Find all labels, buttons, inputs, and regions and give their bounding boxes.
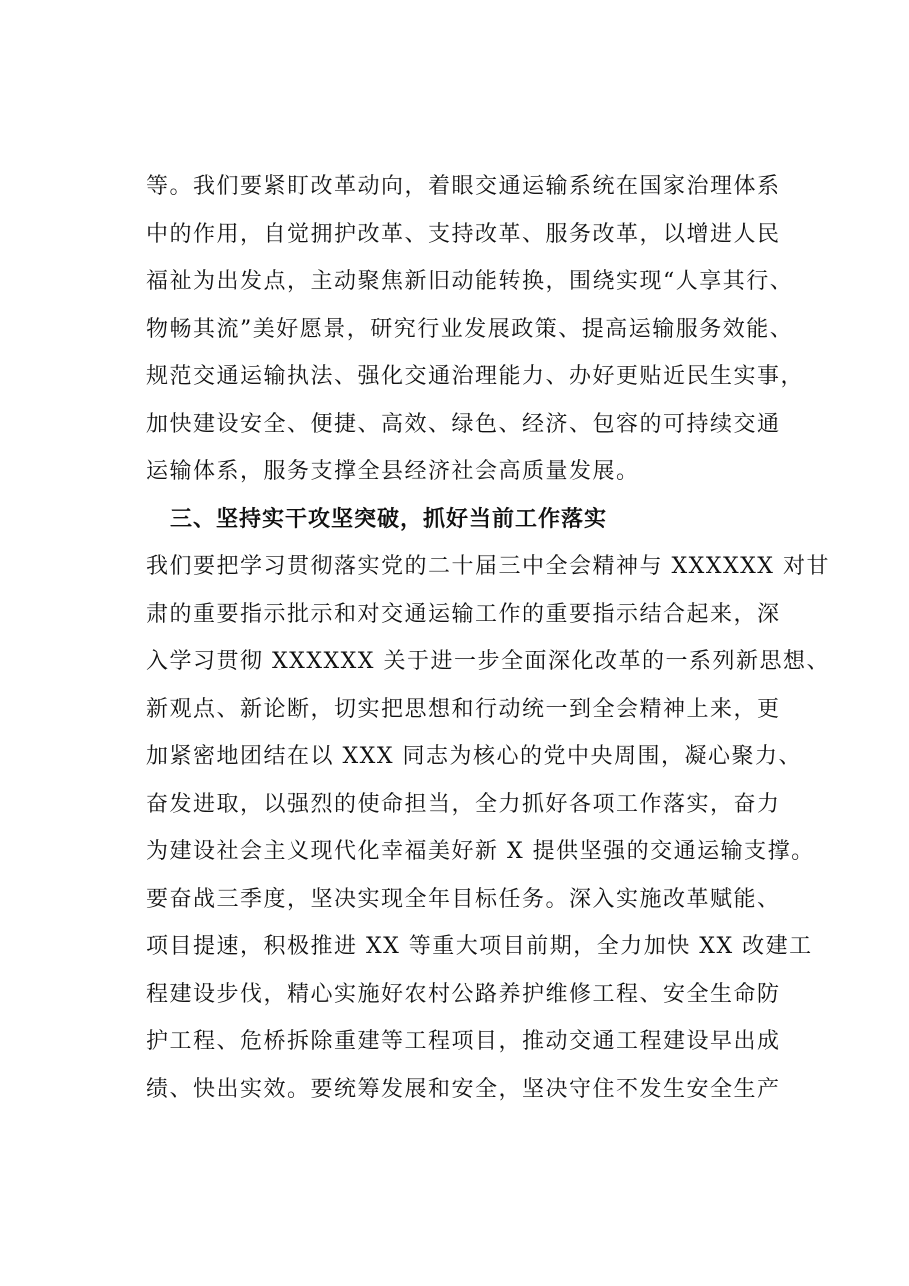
section-heading: 三、坚持实干攻坚突破，抓好当前工作落实 <box>170 507 608 532</box>
paragraph-line: 程建设步伐，精心实施好农村公路养护维修工程、安全生命防 <box>146 982 781 1007</box>
paragraph-line: 规范交通运输执法、强化交通治理能力、办好更贴近民生实事， <box>146 364 805 389</box>
paragraph-line: 等。我们要紧盯改革动向，着眼交通运输系统在国家治理体系 <box>146 174 781 199</box>
paragraph-line: 护工程、危桥拆除重建等工程项目，推动交通工程建设早出成 <box>146 1029 781 1054</box>
paragraph-line: 新观点、新论断，切实把思想和行动统一到全会精神上来，更 <box>146 697 781 722</box>
paragraph-line: 入学习贯彻 XXXXXX 关于进一步全面深化改革的一系列新思想、 <box>146 649 830 674</box>
paragraph-line: 项目提速，积极推进 XX 等重大项目前期，全力加快 XX 改建工 <box>146 934 813 959</box>
paragraph-line: 运输体系，服务支撑全县经济社会高质量发展。 <box>146 459 640 484</box>
paragraph-line: 要奋战三季度，坚决实现全年目标任务。深入实施改革赋能、 <box>146 887 781 912</box>
paragraph-line: 我们要把学习贯彻落实党的二十届三中全会精神与 XXXXXX 对甘 <box>146 554 830 579</box>
paragraph-line: 绩、快出实效。要统筹发展和安全，坚决守住不发生安全生产 <box>146 1077 781 1102</box>
paragraph-line: 肃的重要指示批示和对交通运输工作的重要指示结合起来，深 <box>146 602 781 627</box>
paragraph-line: 中的作用，自觉拥护改革、支持改革、服务改革，以增进人民 <box>146 222 781 247</box>
paragraph-line: 物畅其流”美好愿景，研究行业发展政策、提高运输服务效能、 <box>146 317 794 342</box>
paragraph-line: 加快建设安全、便捷、高效、绿色、经济、包容的可持续交通 <box>146 412 781 437</box>
paragraph-line: 为建设社会主义现代化幸福美好新 X 提供坚强的交通运输支撑。 <box>146 839 815 864</box>
paragraph-line: 福祉为出发点，主动聚焦新旧动能转换，围绕实现“人享其行、 <box>146 269 794 294</box>
paragraph-line: 加紧密地团结在以 XXX 同志为核心的党中央周围，凝心聚力、 <box>146 744 802 769</box>
paragraph-line: 奋发进取，以强烈的使命担当，全力抓好各项工作落实，奋力 <box>146 792 781 817</box>
